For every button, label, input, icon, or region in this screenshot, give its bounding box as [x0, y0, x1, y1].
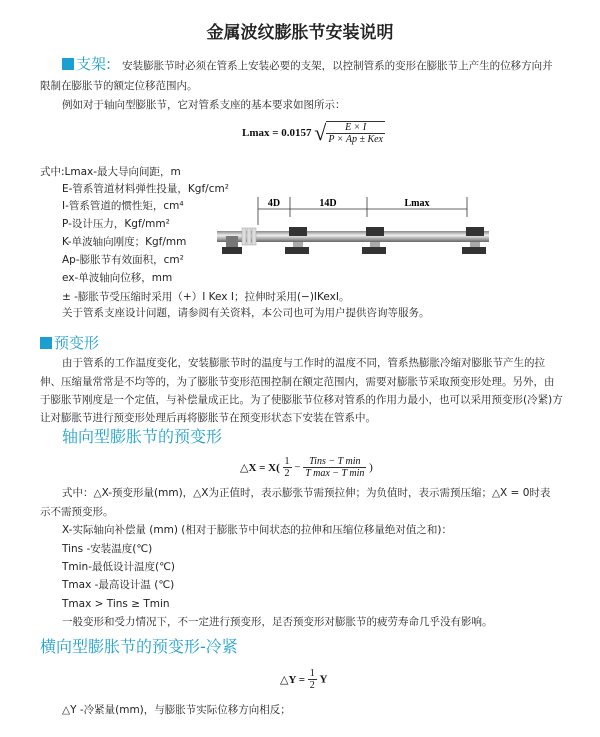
temp-fraction [303, 456, 366, 479]
anchor-block [226, 236, 238, 247]
axial-line-2: X-实际轴向补偿量 (mm) (相对于膨胀节中间状态的拉伸和压缩位移量绝对值之和)： [62, 524, 452, 536]
temp-den: T max − T min [305, 468, 365, 479]
axial-formula [240, 456, 373, 479]
label-lmax: Lmax [404, 198, 430, 209]
temp-num: Tins − T min [303, 456, 366, 468]
lateral-formula [280, 668, 327, 691]
axial-line-7: 一般变形和受力情况下，不一定进行预变形，足否预变形对膨胀节的疲劳寿命几乎没有影响。 [62, 616, 493, 628]
page-title: 金属波纹膨胀节安装说明 [206, 23, 394, 43]
square-bullet-icon [40, 337, 52, 349]
axial-heading: 轴向型膨胀节的预变形 [62, 427, 223, 446]
pipe [217, 231, 489, 242]
def-7: ± -膨胀节受压缩时采用（+）I Kex I；拉伸时采用(−)IKexI。 [62, 291, 350, 303]
axial-line-1: 示不需预变形。 [40, 506, 114, 518]
axial-line-6: Tmax > Tins ≥ Tmin [62, 598, 170, 610]
support-section [62, 54, 553, 73]
formula-lhs: Lmax = 0.0157 [242, 127, 312, 139]
predeform-heading-text: 预变形 [54, 334, 100, 352]
def-8: 关于管系支座设计问题，请参阅有关资料，本公司也可为用户提供咨询等服务。 [62, 307, 430, 319]
support-heading [62, 55, 111, 73]
def-3: P-设计压力，Kgf/mm² [62, 218, 170, 230]
support-line2: 限制在膨胀节的额定位移范围内。 [40, 80, 198, 92]
label-14d: 14D [319, 198, 337, 209]
def-4: K-单波轴向刚度；Kgf/mm [62, 236, 187, 248]
predeform-para-3: 让对膨胀节进行预变形处理后再将膨胀节在预变形状态下安装在管系中。 [40, 412, 376, 424]
formula-close: ) [369, 461, 373, 474]
predeform-heading [40, 334, 99, 352]
support-line1: 安装膨胀节时必须在管系上安装必要的支架，以控制管系的变形在膨胀节上产生的位移方向并 [122, 60, 553, 72]
def-1: E-管系管道材料弹性投量，Kgf/cm² [62, 183, 229, 195]
support-line3: 例如对于轴向型膨胀节，它对管系支座的基本要求如图所示： [62, 99, 346, 111]
formula-lhs: △Y = [280, 674, 306, 686]
lateral-heading: 横向型膨胀节的预变形-冷紧 [40, 637, 238, 656]
half-num: 1 [309, 668, 315, 679]
support-heading-text: 支架: [76, 55, 112, 73]
anchor-base [222, 247, 242, 254]
lmax-formula [242, 120, 385, 146]
half-den: 2 [309, 680, 315, 691]
half-fraction [308, 668, 317, 691]
half-fraction [283, 456, 292, 479]
predeform-para-2: 于膨胀节刚度是一个定值，与补偿量成正比。为了使膨胀节位移对管系的作用力最小，也可以采用预变形(冷紧)方 [40, 394, 563, 406]
axial-line-4: Tmin-最低设计温度(℃) [62, 561, 175, 573]
def-6: ex-单波轴向位移，mm [62, 272, 173, 284]
lateral-line: △Y -冷紧量(mm)，与膨胀节实际位移方向相反； [62, 704, 291, 716]
half-num: 1 [284, 456, 290, 467]
formula-numerator: E × I [326, 122, 385, 134]
formula-fraction [326, 121, 385, 145]
axial-line-3: Tins -安装温度(℃) [62, 543, 153, 555]
predeform-para-1: 伸、压缩量常常是不均等的，为了膨胀节变形范围控制在额定范围内，需要对膨胀节采取预变形处理。另外，由 [40, 376, 555, 388]
sqrt-icon: √ [314, 120, 327, 145]
formula-denominator: P × Ap ± Kex [328, 134, 383, 145]
formula-rhs: Y [319, 673, 328, 686]
formula-minus: − [294, 461, 301, 474]
half-den: 2 [284, 468, 290, 479]
def-0: 式中:Lmax-最大导向间距，m [40, 166, 181, 178]
predeform-para-0: 由于管系的工作温度变化，安装膨胀节时的温度与工作时的温度不同，管系热膨胀冷缩对膨胀节产生的拉 [62, 357, 545, 369]
label-4d: 4D [267, 198, 281, 209]
square-bullet-icon [62, 58, 74, 70]
axial-line-0: 式中：△X-预变形量(mm)，△X为正值时，表示膨张节需预拉伸；为负值时，表示需预压缩；△X = 0时表 [62, 487, 551, 499]
axial-line-5: Tmax -最高设计温 (℃) [62, 579, 175, 591]
pipe-support-diagram [210, 195, 495, 265]
bellows [242, 228, 256, 245]
def-5: Ap-膨胀节有效面积，cm² [62, 254, 184, 266]
formula-lhs: △X = X( [240, 462, 280, 474]
def-2: I-管系管道的惯性矩，cm⁴ [62, 200, 184, 212]
